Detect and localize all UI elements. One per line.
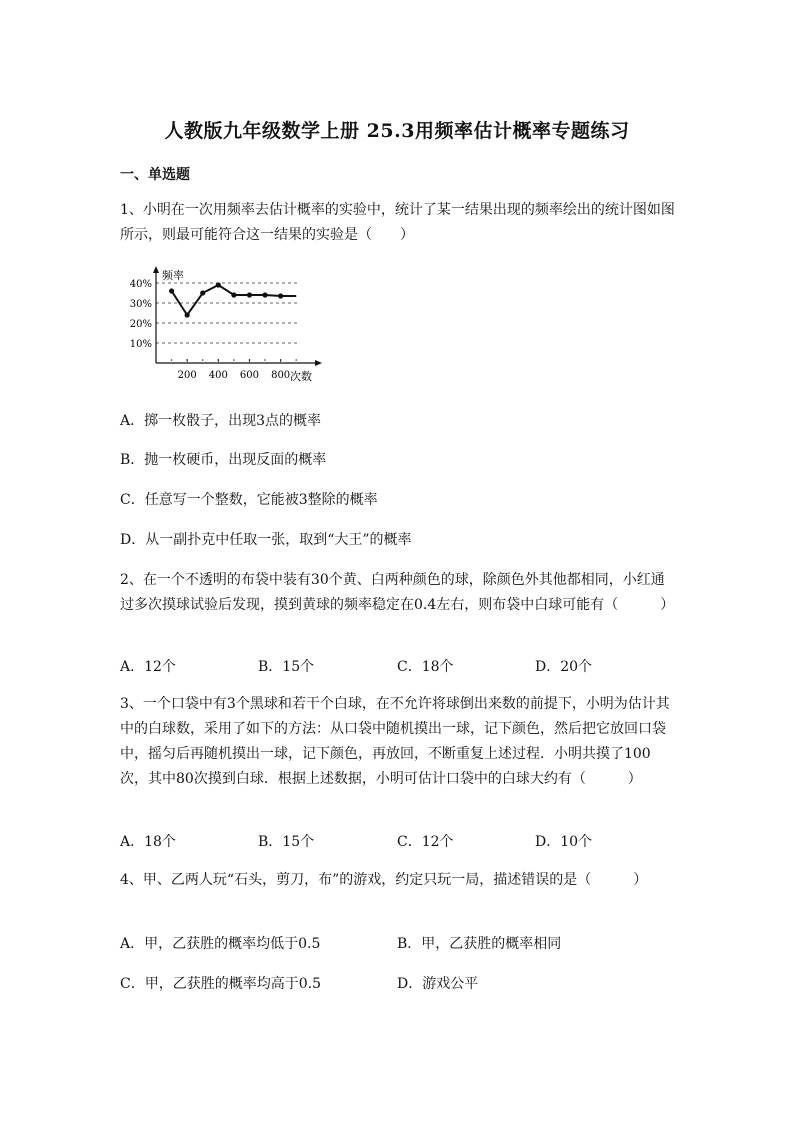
y-tick-label: 40% [129,279,152,290]
q3-option-c: C．12个 [397,834,454,850]
q4-option-d: D．游戏公平 [397,976,479,992]
data-point [169,288,174,293]
y-tick-label: 20% [129,319,152,330]
data-point [262,292,267,297]
x-axis-label: 次数 [290,370,312,383]
x-tick-label: 400 [208,370,228,381]
x-tick-label: 200 [177,370,197,381]
q1-option-b: B．抛一枚硬币，出现反面的概率 [120,452,327,468]
x-tick-label: 600 [239,370,260,381]
x-axis-arrow [315,360,322,366]
y-tick-label: 30% [129,299,152,310]
baseline-dot [264,359,266,361]
baseline-dot [295,359,297,361]
x-tick-label: 800 [271,370,291,381]
data-point [247,292,252,297]
series-line [172,285,297,315]
data-point [200,290,205,295]
q3-option-b: B．15个 [258,834,315,850]
y-tick-label: 10% [129,339,152,350]
q2-option-b: B．15个 [258,659,315,675]
q1-option-c: C．任意写一个整数，它能被3整除的概率 [120,492,378,508]
data-point [278,293,283,298]
q3-option-d: D．10个 [535,834,593,850]
section-heading: 一、单选题 [120,167,190,183]
q3-option-a: A．18个 [120,834,176,850]
question-1-stem: 1、小明在一次用频率去估计概率的实验中，统计了某一结果出现的频率绘出的统计图如图所示，则最可能符合这一结果的实验是（ ） [120,202,675,243]
q1-option-d: D．从一副扑克中任取一张，取到“大王”的概率 [120,532,412,548]
baseline-dot [280,359,282,361]
baseline-dot [202,359,204,361]
question-4-stem: 4、甲、乙两人玩“石头，剪刀，布”的游戏，约定只玩一局，描述错误的是（ ） [120,872,648,888]
chart-series [169,282,296,317]
question-2-stem: 2、在一个不透明的布袋中装有30个黄、白两种颜色的球，除颜色外其他都相同，小红通过多次摸球试验后发现，摸到黄球的频率稳定在0.4左右，则布袋中白球可能有（ ） [120,572,675,613]
baseline-dot [233,359,235,361]
baseline-dot [249,359,251,361]
q2-option-a: A．12个 [120,659,176,675]
data-point [216,282,221,287]
q2-option-d: D．20个 [535,659,593,675]
q1-option-a: A．掷一枚骰子，出现3点的概率 [120,413,322,429]
baseline-dot [171,359,173,361]
data-point [231,292,236,297]
data-point [185,312,190,317]
frequency-line-chart [120,262,330,387]
q4-option-c: C．甲，乙获胜的概率均高于0.5 [120,976,321,992]
y-axis-arrow [153,266,159,273]
q4-option-b: B．甲，乙获胜的概率相同 [397,936,562,952]
q2-option-c: C．18个 [397,659,454,675]
y-axis-label: 频率 [162,269,184,282]
question-3-stem: 3、一个口袋中有3个黑球和若干个白球，在不允许将球倒出来数的前提下，小明为估计其中的白球数，采用了如下的方法：从口袋中随机摸出一球，记下颜色，然后把它放回口袋中，摇匀后再随机摸出一球，记下颜色，再放回，不断重复上述过程．小明共摸了100次，其中80次摸到白球．根据上述数据，小明可估计口袋中的白球大约有（ ） [120,696,670,787]
baseline-dot [186,359,188,361]
baseline-dot [218,359,220,361]
q4-option-a: A．甲，乙获胜的概率均低于0.5 [120,936,321,952]
page-title: 人教版九年级数学上册 25.3用频率估计概率专题练习 [164,120,630,142]
